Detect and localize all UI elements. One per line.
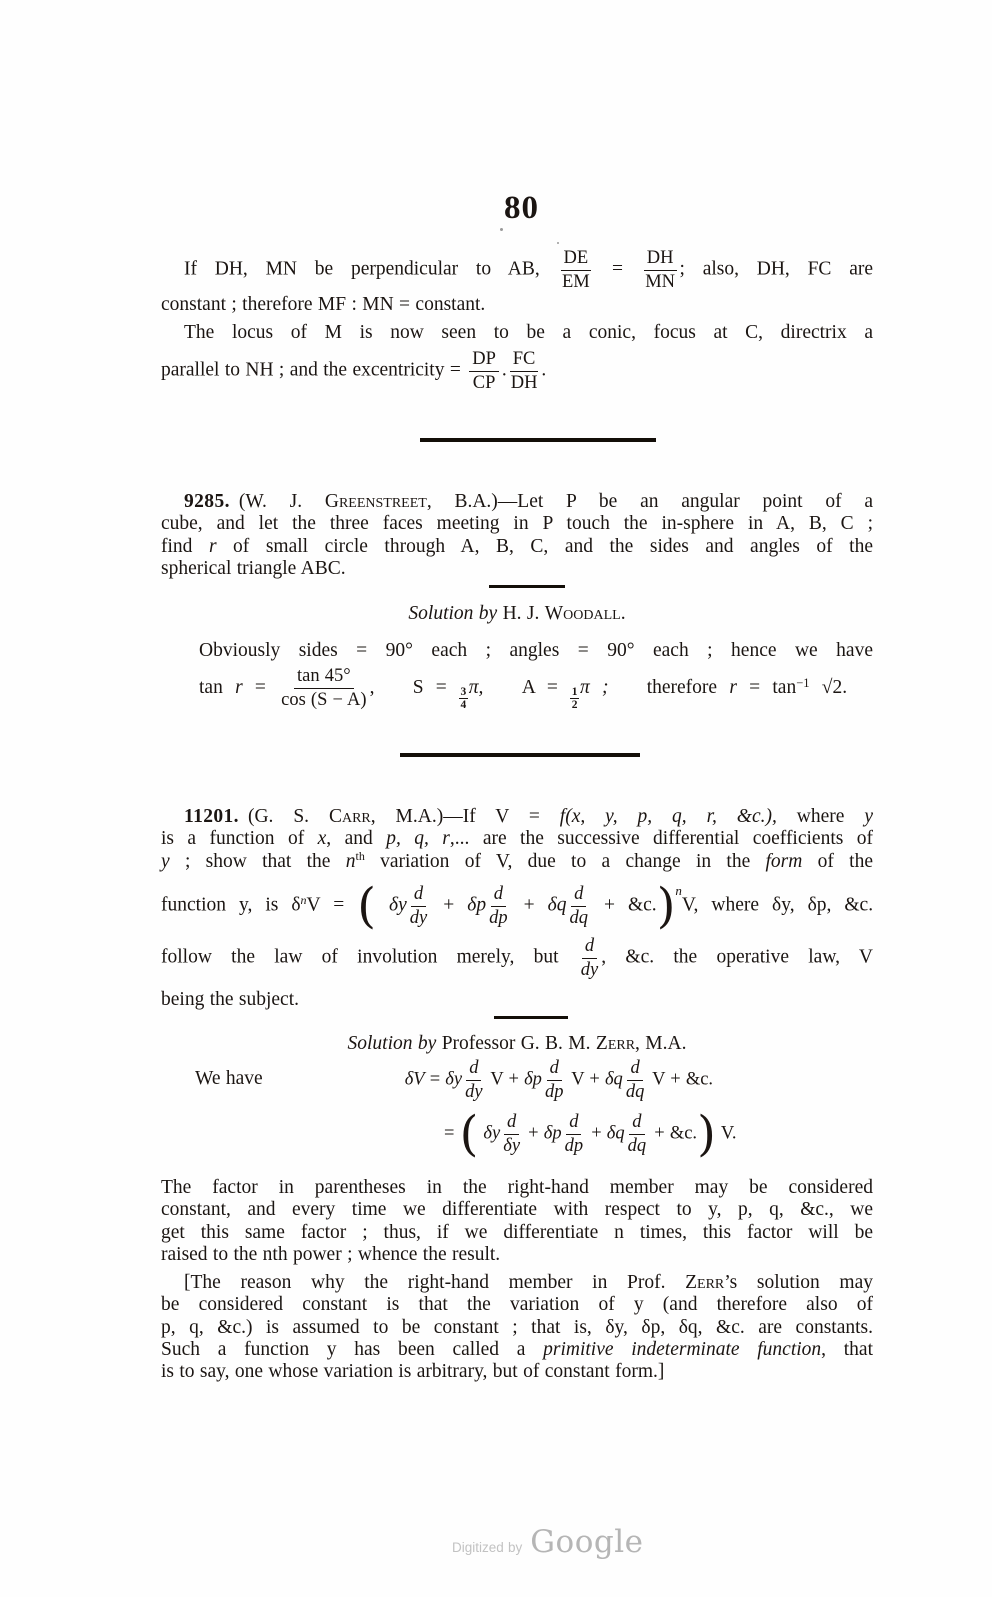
solution-9285-line: Obviously sides = 90° each ; angles = 90° each ; hence we have (199, 640, 873, 661)
problem-text: ,... are the successive differential coefficients of (449, 828, 874, 850)
watermark-prefix: Digitized by (452, 1540, 523, 1555)
solution-by-label: Solution by (347, 1033, 437, 1054)
fraction-tan45-cos: $\frac{\tan 45^\circ}{\cos (S - A)}$ (281, 666, 367, 710)
open-paren: ( (357, 878, 377, 935)
we-have-label: We have (195, 1068, 263, 1090)
problem-text: of the (802, 850, 873, 872)
math-text: where δy, δp, &c. (711, 894, 874, 916)
fraction-d-dy: $\frac{d}{dy}$ (409, 883, 428, 928)
problem-number: 11201. (184, 806, 239, 827)
note-line-2: be considered constant is that the variation of y (and therefore also of (161, 1294, 873, 1316)
section-divider-short (494, 1016, 568, 1019)
fraction-d-dq: $\frac{d}{dq}$ (625, 1058, 645, 1102)
problem-text: variation of V, due to a change in the (364, 850, 766, 872)
scan-speck (557, 242, 559, 244)
equals-sign: = (429, 1069, 441, 1090)
plus-sign: + (523, 894, 535, 916)
solution-9285-heading (161, 603, 873, 625)
note-line-3: p, q, &c.) is assumed to be constant ; that is, δy, δp, δq, &c. are constants. (161, 1316, 873, 1338)
italic-word: form (765, 850, 803, 872)
solver-name: Zerr (595, 1033, 636, 1054)
google-logo: Google (530, 1524, 644, 1560)
multiplication-dot: . (501, 359, 507, 381)
solver-prefix: Professor G. B. M. (436, 1033, 596, 1054)
plus-sign: + (443, 894, 455, 916)
problem-9285-line-1 (161, 491, 873, 513)
fraction-de-em: $\frac{DE}{EM}$ (562, 248, 590, 292)
intro-text: If DH, MN be perpendicular to AB, (184, 258, 540, 280)
fraction-d-dp: $\frac{d}{dp}$ (489, 883, 508, 928)
problem-11201-line-1 (161, 806, 873, 828)
fraction-d-dp: $\frac{d}{dp}$ (564, 1112, 584, 1156)
math-term: δq (604, 1069, 623, 1090)
superscript-minus-one: −1 (796, 675, 810, 690)
math-group (521, 676, 609, 711)
math-var: r (235, 676, 243, 698)
fraction-d-dp: $\frac{d}{dp}$ (544, 1058, 564, 1102)
solver-suffix: , M.A. (635, 1033, 687, 1054)
math-args: (x, y, p, q, r, &c.), (565, 806, 777, 827)
math-var: y (161, 850, 170, 872)
math-var: f (559, 806, 566, 827)
problem-text: follow the law of involution merely, but (161, 947, 559, 969)
fraction-fc-dh: $\frac{FC}{DH}$ (510, 349, 538, 393)
proposer-name: Carr (328, 806, 371, 827)
problem-text: where (776, 806, 865, 827)
fraction-three-quarters: $\frac{3}{4}$ (460, 685, 467, 711)
section-divider-double (400, 753, 640, 757)
math-text: = (242, 676, 279, 698)
math-var: n (345, 850, 356, 872)
discussion-line-3: get this same factor ; thus, if we differentiate n times, this factor will be (161, 1221, 873, 1243)
editorial-note (161, 1272, 873, 1383)
intro-text: parallel to NH ; and the excentricity = (161, 359, 461, 381)
discussion-line-2: constant, and every time we differentiate with respect to y, p, q, &c., we (161, 1199, 873, 1221)
solver-prefix: H. J. (497, 603, 545, 624)
open-paren: ( (459, 1106, 479, 1163)
discussion-line-4: raised to the nth power ; whence the result. (161, 1243, 501, 1265)
google-watermark (452, 1524, 643, 1560)
pi-symbol: π, (468, 676, 484, 698)
math-term: δp (543, 1123, 562, 1144)
fraction-d-dy: $\frac{d}{dy}$ (465, 1058, 483, 1102)
math-text: = tan (736, 676, 797, 698)
problem-11201 (161, 806, 873, 1011)
close-paren: ) (697, 1106, 716, 1163)
fraction-d-dq: $\frac{d}{dq}$ (627, 1112, 647, 1156)
problem-text: , M.A.)—If V = (370, 806, 560, 827)
math-term: δp (524, 1069, 542, 1090)
math-text: V, (681, 894, 699, 916)
note-text: , that (821, 1338, 873, 1360)
note-line-4 (161, 1339, 873, 1361)
math-text: √2. (809, 676, 848, 698)
equation-tan-r (161, 666, 873, 711)
plus-sign: + (528, 1123, 539, 1144)
fraction-d-deltay: $\frac{d}{\delta y}$ (503, 1112, 521, 1156)
discussion-paragraph (161, 1177, 873, 1266)
problem-text: is a function of (161, 828, 318, 850)
fraction-dh-mn: $\frac{DH}{MN}$ (645, 248, 676, 292)
equation-delta-n-v (161, 878, 874, 935)
scan-speck (500, 228, 503, 231)
math-term: δp (467, 894, 487, 916)
math-text: V = (306, 894, 345, 916)
fraction-one-half: $\frac{1}{2}$ (571, 685, 578, 711)
problem-text: (W. J. (238, 491, 325, 512)
note-line-1 (161, 1272, 873, 1294)
math-text: function y, is δ (161, 894, 301, 916)
section-divider-short (489, 585, 565, 588)
problem-number: 9285. (184, 491, 230, 512)
solver-name: Zerr (685, 1272, 725, 1293)
intro-line-2: constant ; therefore MF : MN = constant. (161, 294, 486, 316)
fraction-dp-cp: $\frac{DP}{CP}$ (469, 349, 499, 393)
math-term: δV (404, 1069, 425, 1090)
math-var: x (317, 828, 327, 850)
discussion-line-1: The factor in parentheses in the right-hand member may be considered (161, 1177, 873, 1198)
intro-line-1 (161, 248, 873, 292)
math-text: V + (571, 1069, 600, 1090)
page-number: 80 (504, 190, 539, 226)
equals-sign: = (612, 258, 623, 280)
problem-text: ; show that the (169, 850, 346, 872)
math-text: S = (412, 676, 447, 698)
equation-delta-v-1 (161, 1058, 873, 1102)
intro-line-4 (161, 349, 873, 393)
pi-symbol: π ; (579, 676, 609, 698)
plus-etc: + &c. (654, 1123, 698, 1144)
period: . (541, 359, 547, 381)
math-text: therefore (646, 676, 730, 698)
math-group (412, 676, 484, 711)
note-text: ’s solution may (724, 1272, 874, 1293)
problem-11201-line-6: being the subject. (161, 988, 300, 1010)
math-var: r (208, 535, 217, 557)
superscript-n: n (300, 892, 307, 907)
problem-11201-line-2 (161, 828, 873, 850)
math-var: r (729, 676, 737, 698)
solution-by-label: Solution by (408, 603, 498, 624)
math-text: V. (720, 1123, 737, 1144)
section-divider-double (420, 438, 656, 442)
math-group (199, 666, 375, 710)
fraction-d-dy: $\frac{d}{dy}$ (580, 936, 599, 981)
problem-9285-line-3 (161, 536, 873, 558)
solution-11201-heading (161, 1033, 873, 1055)
problem-text: , &c. the operative law, V (601, 947, 873, 969)
math-var: y (864, 806, 873, 827)
fraction-d-dq: $\frac{d}{dq}$ (569, 883, 588, 928)
math-term: δq (606, 1123, 625, 1144)
paren-power-n: n (675, 882, 682, 898)
math-var: p, q, r (386, 828, 450, 850)
equals-sign: = (444, 1123, 455, 1144)
problem-text: , and (326, 828, 387, 850)
proposer-name: Greenstreet (324, 491, 427, 512)
problem-11201-line-5 (161, 936, 873, 980)
problem-11201-line-3 (161, 848, 873, 874)
intro-line-3: The locus of M is now seen to be a conic, focus at C, directrix a (184, 321, 873, 343)
math-term: δq (547, 894, 567, 916)
math-text: tan (199, 676, 236, 698)
math-text: V + &c. (652, 1069, 714, 1090)
intro-paragraph (161, 248, 873, 393)
math-group (647, 677, 847, 698)
problem-text: (G. S. (247, 806, 329, 827)
solver-suffix: . (620, 603, 626, 624)
problem-text: find (161, 535, 209, 557)
problem-9285 (161, 491, 873, 580)
italic-phrase: primitive indeterminate function (543, 1338, 822, 1360)
plus-sign: + (591, 1123, 602, 1144)
superscript-th: th (355, 848, 365, 863)
note-text: [The reason why the right-hand member in Prof. (184, 1272, 686, 1293)
note-text: Such a function y has been called a (161, 1338, 544, 1360)
intro-text: ; also, DH, FC are (679, 258, 874, 280)
plus-etc: + &c. (603, 894, 657, 916)
comma: , (369, 676, 375, 698)
note-line-5: is to say, one whose variation is arbitrary, but of constant form.] (161, 1361, 665, 1383)
math-term: δy (483, 1123, 501, 1144)
problem-text: of small circle through A, B, C, and the sides and angles of the (216, 535, 873, 557)
problem-text: , B.A.)—Let P be an angular point of a (426, 491, 873, 512)
solver-name: Woodall (544, 603, 621, 624)
math-text: V + (490, 1069, 519, 1090)
math-text: A = (521, 676, 558, 698)
close-paren: ) (656, 878, 676, 935)
math-term: δy (445, 1069, 463, 1090)
problem-9285-line-2: cube, and let the three faces meeting in P touch the in-sphere in A, B, C ; (161, 513, 873, 535)
problem-9285-line-4: spherical triangle ABC. (161, 557, 346, 579)
math-term: δy (389, 894, 407, 916)
equation-delta-v-2 (161, 1106, 873, 1163)
